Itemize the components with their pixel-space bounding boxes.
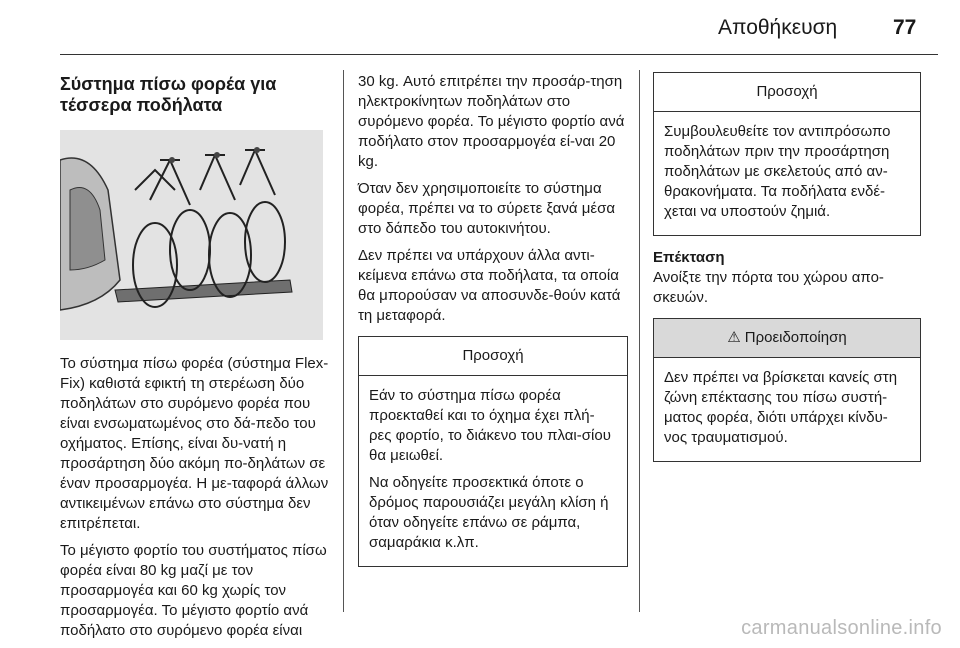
column-divider (343, 70, 344, 612)
column-divider (639, 70, 640, 612)
watermark: carmanualsonline.info (741, 617, 942, 639)
page-header (0, 0, 960, 58)
paragraph: Όταν δεν χρησιμοποιείτε το σύστημα φορέα, πρέπει να το σύρετε ξανά μέσα στο δάπεδο του αυτοκινήτου. (358, 180, 616, 237)
caution-title: Προσοχή (654, 73, 920, 112)
warning-body (654, 358, 920, 461)
caution-paragraph: Συμβουλευθείτε τον αντιπρόσωπο ποδηλάτων πριν την προσάρτηση ποδηλάτων με σκελετούς από αν-θρακονήματα. Τα ποδήλατα ενδέ-χεται να υποστούν ζημιά. (664, 123, 891, 220)
warning-paragraph: Δεν πρέπει να βρίσκεται κανείς στη ζώνη επέκτασης του πίσω συστή-ματος φορέα, διότι υπάρχει κίνδυ-νος τραυματισμού. (664, 369, 898, 446)
caution-box (653, 72, 921, 236)
caution-body (654, 112, 920, 235)
page-title: Αποθήκευση (718, 16, 838, 39)
header-divider (60, 54, 938, 55)
warning-title: Προειδοποίηση (744, 329, 847, 346)
caution-box (358, 336, 628, 567)
warning-triangle-icon: ⚠ (727, 329, 741, 346)
caution-paragraph: Εάν το σύστημα πίσω φορέα προεκταθεί και το όχημα έχει πλή-ρες φορτίο, το διάκενο του πλαι-σίου θα μειωθεί. (369, 387, 611, 464)
bike-carrier-illustration (60, 130, 323, 340)
caution-title: Προσοχή (359, 337, 627, 376)
warning-header (654, 319, 920, 358)
paragraph: Το μέγιστο φορτίο του συστήματος πίσω φορέα είναι 80 kg μαζί με τον προσαρμογέα και 60 kg χωρίς τον προσαρμογέα. Το μέγιστο φορτίο ανά ποδήλατο στο συρόμενο φορέα είναι (60, 542, 327, 639)
extension-text: Ανοίξτε την πόρτα του χώρου απο-σκευών. (653, 269, 884, 306)
column-1 (60, 70, 332, 648)
extension-title: Επέκταση (653, 249, 725, 266)
warning-box (653, 318, 921, 462)
paragraph: Το σύστημα πίσω φορέα (σύστημα Flex-Fix) καθιστά εφικτή τη στερέωση δύο ποδηλάτων στο συρόμενο φορέα που είναι ενσωματωμένος στο δά-πεδο του οχήματος. Επίσης, είναι δυ-νατή η προσάρτηση δύο ακόμη πο-δηλάτων σε έναν προσαρμογέα. Η με-ταφορά άλλων αντικειμένων επάνω στο σύστημα δεν επιτρέπεται. (60, 355, 329, 532)
paragraph: Δεν πρέπει να υπάρχουν άλλα αντι-κείμενα επάνω στα ποδήλατα, τα οποία θα μπορούσαν να αποσυνδε-θούν κατά τη μεταφορά. (358, 247, 621, 324)
column-2 (358, 72, 628, 579)
column-3 (653, 72, 921, 474)
caution-body (359, 376, 627, 566)
bike-carrier-figure (60, 130, 323, 340)
page-number: 77 (893, 16, 917, 39)
paragraph: 30 kg. Αυτό επιτρέπει την προσάρ-τηση ηλεκτροκίνητων ποδηλάτων στο συρόμενο φορέα. Το μέγιστο φορτίο ανά ποδήλατο στον προσαρμογέα εί-ναι 20 kg. (358, 73, 625, 170)
section-title: Σύστημα πίσω φορέα για τέσσερα ποδήλατα (60, 74, 277, 115)
caution-paragraph: Να οδηγείτε προσεκτικά όποτε ο δρόμος παρουσιάζει μεγάλη κλίση ή όταν οδηγείτε επάνω σε ράμπα, σαμαράκια κ.λπ. (369, 474, 609, 551)
